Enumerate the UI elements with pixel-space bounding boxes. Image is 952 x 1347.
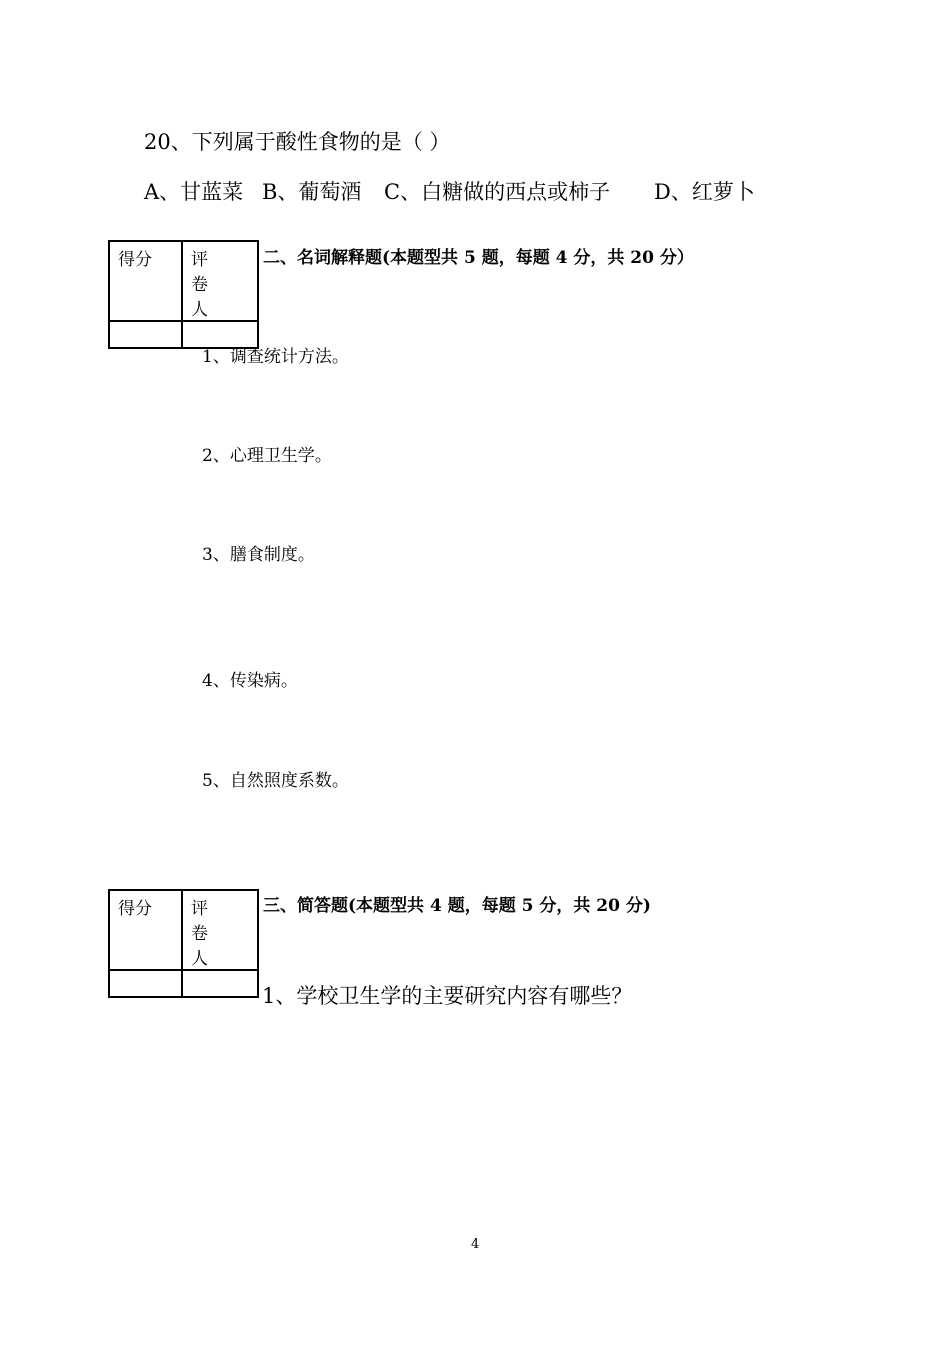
section-2-title: 二、名词解释题(本题型共 5 题，每题 4 分，共 20 分）	[263, 248, 694, 268]
score-table-section-2	[108, 240, 259, 349]
score-label: 得分	[109, 241, 182, 321]
score-table-section-3	[108, 889, 259, 998]
score-cell[interactable]	[109, 970, 182, 997]
grader-label: 评 卷 人	[182, 890, 258, 970]
option-b: B、葡萄酒	[262, 180, 362, 204]
option-c: C、白糖做的西点或柿子	[384, 180, 611, 204]
question-20-options	[144, 176, 755, 206]
option-a: A、甘蓝菜	[144, 180, 244, 204]
grader-label: 评 卷 人	[182, 241, 258, 321]
section-3-title: 三、简答题(本题型共 4 题，每题 5 分，共 20 分)	[263, 896, 651, 916]
term-item-3: 3、膳食制度。	[202, 545, 315, 565]
score-label: 得分	[109, 890, 182, 970]
term-item-1: 1、调查统计方法。	[202, 347, 349, 367]
grader-cell[interactable]	[182, 970, 258, 997]
term-item-2: 2、心理卫生学。	[202, 446, 332, 466]
page-number: 4	[471, 1237, 480, 1252]
score-cell[interactable]	[109, 321, 182, 348]
question-20-stem: 20、下列属于酸性食物的是（ ）	[144, 130, 451, 154]
short-answer-item-1: 1、学校卫生学的主要研究内容有哪些？	[262, 984, 633, 1008]
term-item-5: 5、自然照度系数。	[202, 771, 349, 791]
option-d: D、红萝卜	[654, 180, 755, 204]
term-item-4: 4、传染病。	[202, 671, 298, 691]
